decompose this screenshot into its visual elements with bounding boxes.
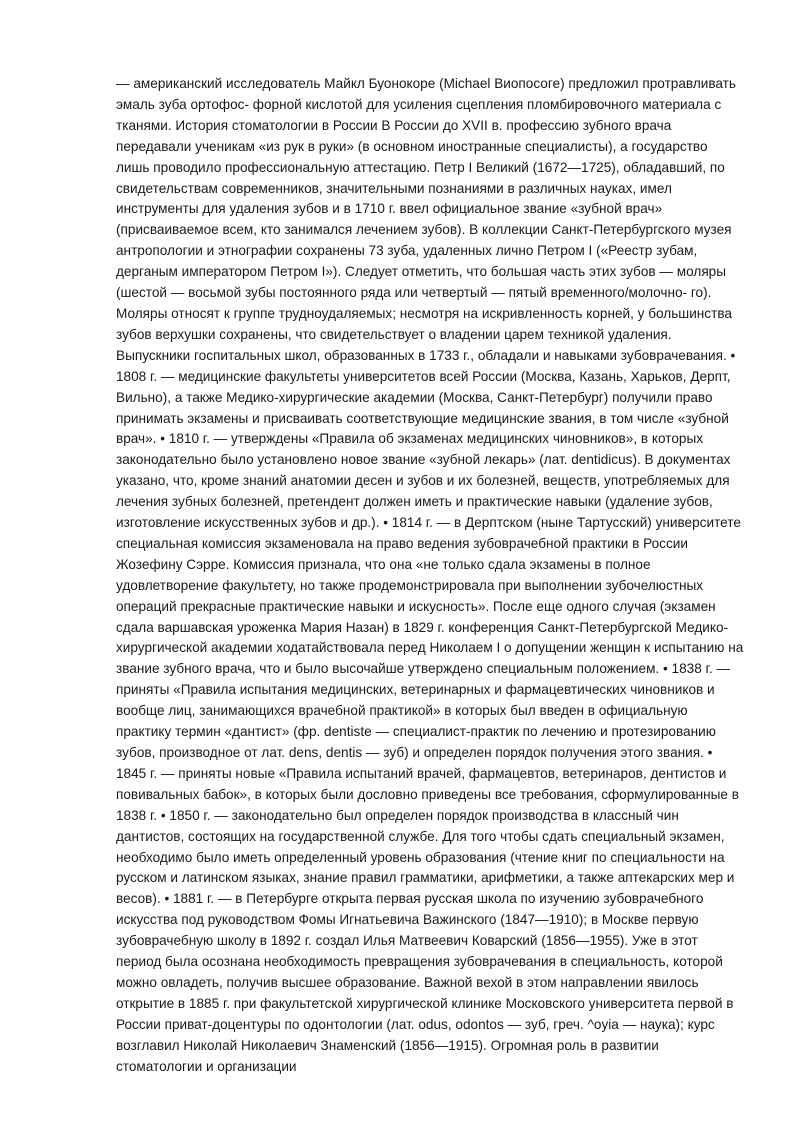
body-paragraph: — американский исследователь Майкл Буонокоре (Michael Bиопосоге) предложил протравливать эмаль зуба ортофос- форной кислотой для усиления сцепления пломбировочного материала с тканями. История стоматологии в России В России до XVII в. профессию зубного врача передавали ученикам «из рук в руки» (в основном иностранные специалисты), а государство лишь проводило профессиональную аттестацию. Петр I Великий (1672—1725), обладавший, по свидетельствам современников, значительными познаниями в различных науках, имел инструменты для удаления зубов и в 1710 г. ввел официальное звание «зубной врач» (присваиваемое всем, кто занимался лечением зубов). В коллекции Санкт-Петербургского музея антропологии и этнографии сохранены 73 зуба, удаленных лично Петром I («Реестр зубам, дерганым императором Петром I»). Следует отметить, что большая часть этих зубов — моляры (шестой — восьмой зубы постоянного ряда или четвертый — пятый временного/молочно- го). Моляры относят к группе трудноудаляемых; несмотря на искривленность корней, у большинства зубов верхушки сохранены, что свидетельствует о владении царем техникой удаления. Выпускники госпитальных школ, образованных в 1733 г., обладали и навыками зубоврачевания. • 1808 г. — медицинские факультеты университетов всей России (Москва, Казань, Харьков, Дерпт, Вильно), а также Медико-хирургические академии (Москва, Санкт-Петербург) получили право принимать экзамены и присваивать соответствующие медицинские звания, в том числе «зубной врач». • 1810 г. — утверждены «Правила об экзаменах медицинских чиновников», в которых законодательно было установлено новое звание «зубной лекарь» (лат. dentidicus). В документах указано, что, кроме знаний анатомии десен и зубов и их болезней, веществ, употребляемых для лечения зубных болезней, претендент должен иметь и практические навыки (удаление зубов, изготовление искусственных зубов и др.). • 1814 г. — в Дерптском (ныне Тартусский) университете специальная комиссия экзаменовала на право ведения зубоврачебной практики в России Жозефину Сэрре. Комиссия признала, что она «не только сдала экзамены в полное удовлетворение факультету, но также продемонстрировала при выполнении зубочелюстных операций прекрасные практические навыки и искусность». После еще одного случая (экзамен сдала варшавская уроженка Мария Назан) в 1829 г. конференция Санкт-Петербургской Медико-хирургической академии ходатайствовала перед Николаем I о допущении женщин к испытанию на звание зубного врача, что и было высочайше утверждено специальным положением. • 1838 г. — приняты «Правила испытания медицинских, ветеринарных и фармацевтических чиновников и вообще лиц, занимающихся врачебной практикой» в которых был введен в официальную практику термин «дантист» (фр. dentiste — специалист-практик по лечению и протезированию зубов, производное от лат. dens, dentis — зуб) и определен порядок получения этого звания. • 1845 г. — приняты новые «Правила испытаний врачей, фармацевтов, ветеринаров, дентистов и повивальных бабок», в которых были дословно приведены все требования, сформулированные в 1838 г. • 1850 г. — законодательно был определен порядок производства в классный чин дантистов, состоящих на государственной службе. Для того чтобы сдать специальный экзамен, необходимо было иметь определенный уровень образования (чтение книг по специальности на русском и латинском языках, знание правил грамматики, арифметики, а также аптекарских мер и весов). • 1881 г. — в Петербурге открыта первая русская школа по изучению зубоврачебного искусства под руководством Фомы Игнатьевича Важинского (1847—1910); в Москве первую зубоврачебную школу в 1892 г. создал Илья Матвеевич Коварский (1856—1955). Уже в этот период была осознана необходимость превращения зубоврачевания в специальность, которой можно овладеть, получив высшее образование. Важной вехой в этом направлении явилось открытие в 1885 г. при факультетской хирургической клинике Московского университета первой в России приват-доцентуры по одонтологии (лат. odus, odontos — зуб, греч. ^oyia — наука); курс возглавил Николай Николаевич Знаменский (1856—1915). Огромная роль в развитии стоматологии и организации <box>116 76 744 1074</box>
document-page <box>116 74 744 1078</box>
